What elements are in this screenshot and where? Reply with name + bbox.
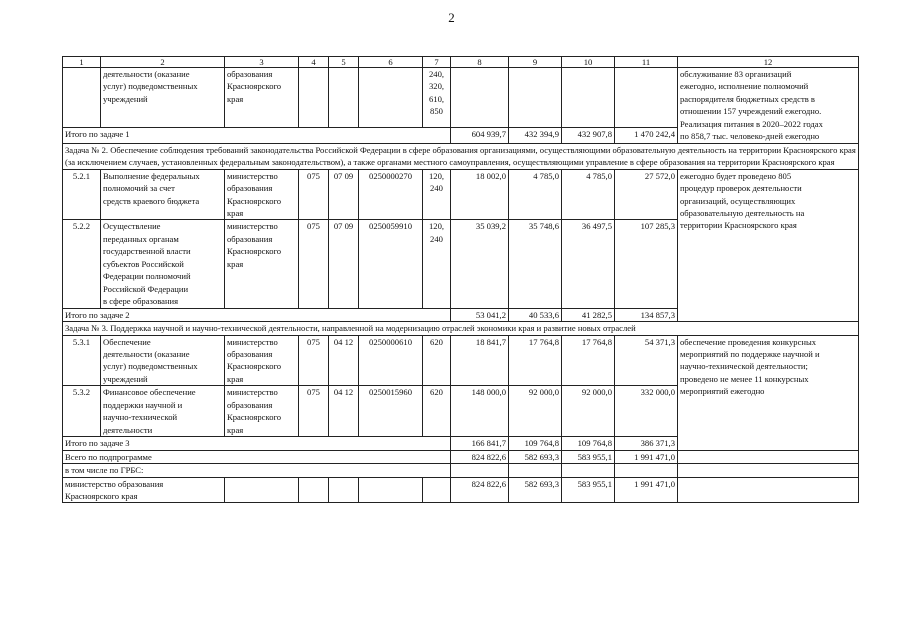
value-2020: 824 822,6 — [451, 450, 509, 463]
ministry-label: министерство образования Красноярского края — [63, 477, 225, 503]
table-row-continuation — [63, 68, 859, 128]
value-2021: 582 693,3 — [509, 477, 562, 503]
empty-cell — [359, 477, 423, 503]
total-label: Всего по подпрограмме — [63, 450, 451, 463]
budget-table — [62, 56, 859, 503]
activity-name: Обеспечение деятельности (оказание услуг) подведомственных учреждений — [101, 335, 225, 386]
value-2021: 92 000,0 — [509, 386, 562, 437]
subprogram-total-row — [63, 450, 859, 463]
value-2021: 582 693,3 — [509, 450, 562, 463]
value-2022: 4 785,0 — [562, 169, 615, 220]
col-header: 10 — [562, 57, 615, 68]
grbs-code: 075 — [299, 169, 329, 220]
grbs-label-row — [63, 464, 859, 477]
section-code: 04 12 — [329, 335, 359, 386]
empty-cell — [299, 68, 329, 128]
empty-cell — [329, 477, 359, 503]
value-total: 54 371,3 — [615, 335, 678, 386]
empty-cell — [678, 464, 859, 477]
item-number: 5.3.2 — [63, 386, 101, 437]
grbs-code: 075 — [299, 220, 329, 308]
empty-cell — [678, 477, 859, 503]
table-row — [63, 169, 859, 220]
col-header: 6 — [359, 57, 423, 68]
col-header: 7 — [423, 57, 451, 68]
empty-cell — [509, 464, 562, 477]
value-total: 332 000,0 — [615, 386, 678, 437]
expense-type: 620 — [423, 335, 451, 386]
value-2022: 36 497,5 — [562, 220, 615, 308]
task-heading-row — [63, 322, 859, 335]
empty-cell — [509, 68, 562, 128]
value-2021: 109 764,8 — [509, 437, 562, 450]
empty-cell — [225, 477, 299, 503]
page-number: 2 — [448, 10, 455, 25]
empty-cell — [562, 464, 615, 477]
grbs-code: 075 — [299, 335, 329, 386]
expense-type: 120, 240 — [423, 220, 451, 308]
value-2022: 432 907,8 — [562, 127, 615, 143]
expense-type: 120, 240 — [423, 169, 451, 220]
value-2020: 18 002,0 — [451, 169, 509, 220]
table-row — [63, 335, 859, 386]
activity-name: Выполнение федеральных полномочий за счет средств краевого бюджета — [101, 169, 225, 220]
activity-name: деятельности (оказание услуг) подведомственных учреждений — [101, 68, 225, 128]
grbs-label: в том числе по ГРБС: — [63, 464, 451, 477]
value-2020: 824 822,6 — [451, 477, 509, 503]
target-article: 0250000270 — [359, 169, 423, 220]
section-code: 04 12 — [329, 386, 359, 437]
empty-cell — [615, 68, 678, 128]
value-total: 1 991 471,0 — [615, 450, 678, 463]
empty-cell — [451, 68, 509, 128]
item-number: 5.2.2 — [63, 220, 101, 308]
value-2022: 583 955,1 — [562, 477, 615, 503]
col-header: 11 — [615, 57, 678, 68]
expense-type: 620 — [423, 386, 451, 437]
item-number: 5.2.1 — [63, 169, 101, 220]
empty-cell — [615, 464, 678, 477]
expected-result: ежегодно будет проведено 805 процедур проверок деятельности организаций, осуществляющих образовательную деятельность на территории Красноярского края — [678, 169, 859, 321]
task-3-heading: Задача № 3. Поддержка научной и научно-технической деятельности, направленной на модернизацию отраслей экономики края и развитие новых отраслей — [63, 322, 859, 335]
value-2020: 35 039,2 — [451, 220, 509, 308]
col-header: 2 — [101, 57, 225, 68]
value-2020: 148 000,0 — [451, 386, 509, 437]
empty-cell — [451, 464, 509, 477]
grbs-name: образования Красноярского края — [225, 68, 299, 128]
target-article: 0250059910 — [359, 220, 423, 308]
total-label: Итого по задаче 1 — [63, 127, 451, 143]
expected-result: обслуживание 83 организаций ежегодно, исполнение полномочий распорядителя бюджетных средств в отношении 157 учреждений ежегодно. Реализация питания в 2020–2022 годах по 858,7 тыс. человеко-дней ежегодно — [678, 68, 859, 144]
empty-cell — [423, 477, 451, 503]
empty-cell — [562, 68, 615, 128]
task-2-heading: Задача № 2. Обеспечение соблюдения требований законодательства Российской Федерации в сфере образования организациями, осуществляющими образовательную деятельность на территории Красноярского края (за исключением случаев, установленных федеральным законодательством), а также органами местного самоуправления, осуществляющими управление в сфере образования на территории Красноярского края — [63, 143, 859, 169]
header-row — [63, 57, 859, 68]
empty-cell — [678, 450, 859, 463]
grbs-name: министерство образования Красноярского края — [225, 169, 299, 220]
value-2021: 40 533,6 — [509, 308, 562, 321]
empty-cell — [359, 68, 423, 128]
section-code: 07 09 — [329, 169, 359, 220]
expense-type: 240, 320, 610, 850 — [423, 68, 451, 128]
target-article: 0250000610 — [359, 335, 423, 386]
empty-cell — [63, 68, 101, 128]
value-total: 386 371,3 — [615, 437, 678, 450]
value-total: 107 285,3 — [615, 220, 678, 308]
value-2021: 4 785,0 — [509, 169, 562, 220]
value-2022: 41 282,5 — [562, 308, 615, 321]
item-number: 5.3.1 — [63, 335, 101, 386]
value-2020: 166 841,7 — [451, 437, 509, 450]
value-2020: 604 939,7 — [451, 127, 509, 143]
col-header: 4 — [299, 57, 329, 68]
value-2020: 18 841,7 — [451, 335, 509, 386]
total-label: Итого по задаче 3 — [63, 437, 451, 450]
value-2021: 17 764,8 — [509, 335, 562, 386]
value-2022: 92 000,0 — [562, 386, 615, 437]
grbs-name: министерство образования Красноярского края — [225, 220, 299, 308]
value-total: 1 470 242,4 — [615, 127, 678, 143]
col-header: 3 — [225, 57, 299, 68]
activity-name: Финансовое обеспечение поддержки научной и научно-технической деятельности — [101, 386, 225, 437]
col-header: 1 — [63, 57, 101, 68]
value-2022: 583 955,1 — [562, 450, 615, 463]
col-header: 9 — [509, 57, 562, 68]
col-header: 8 — [451, 57, 509, 68]
task-heading-row — [63, 143, 859, 169]
grbs-code: 075 — [299, 386, 329, 437]
empty-cell — [299, 477, 329, 503]
value-total: 1 991 471,0 — [615, 477, 678, 503]
total-label: Итого по задаче 2 — [63, 308, 451, 321]
expected-result: обеспечение проведения конкурсных мероприятий по поддержке научной и научно-технической деятельности; проведено не менее 11 конкурсных мероприятий ежегодно — [678, 335, 859, 450]
section-code: 07 09 — [329, 220, 359, 308]
value-2022: 17 764,8 — [562, 335, 615, 386]
value-2021: 432 394,9 — [509, 127, 562, 143]
target-article: 0250015960 — [359, 386, 423, 437]
value-2022: 109 764,8 — [562, 437, 615, 450]
value-total: 27 572,0 — [615, 169, 678, 220]
col-header: 12 — [678, 57, 859, 68]
empty-cell — [329, 68, 359, 128]
value-2021: 35 748,6 — [509, 220, 562, 308]
value-2020: 53 041,2 — [451, 308, 509, 321]
grbs-name: министерство образования Красноярского края — [225, 335, 299, 386]
activity-name: Осуществление переданных органам государственной власти субъектов Российской Федерации полномочий Российской Федерации в сфере образования — [101, 220, 225, 308]
value-total: 134 857,3 — [615, 308, 678, 321]
col-header: 5 — [329, 57, 359, 68]
ministry-row — [63, 477, 859, 503]
grbs-name: министерство образования Красноярского края — [225, 386, 299, 437]
